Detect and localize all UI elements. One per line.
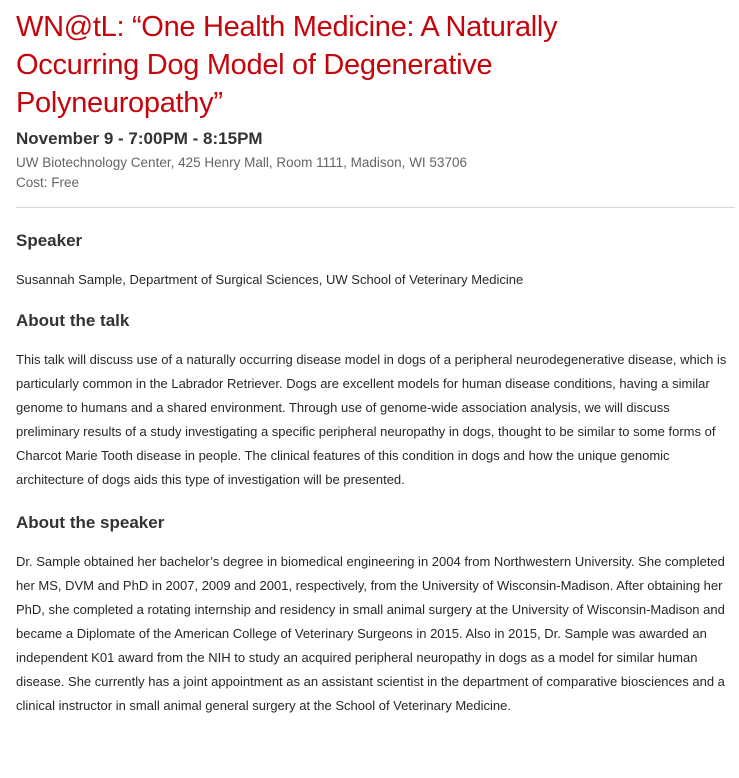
speaker-text: Susannah Sample, Department of Surgical Sciences, UW School of Veterinary Medicine xyxy=(16,272,524,287)
about-speaker-heading: About the speaker xyxy=(16,513,165,532)
speaker-heading: Speaker xyxy=(16,231,83,250)
section-divider xyxy=(16,207,735,208)
event-datetime: November 9 - 7:00PM - 8:15PM xyxy=(16,129,263,148)
about-talk-text: This talk will discuss use of a naturally occurring disease model in dogs of a peripheral neurodegenerative disease, which is particularly common in the Labrador Retriever. Dogs are excellent models for human disease conditions, having a similar genome to humans and a shared environment. Through use of genome-wide association analysis, we will discuss preliminary results of a study investigating a specific peripheral neuropathy in dogs, thought to be similar to some forms of Charcot Marie Tooth disease in people. The clinical features of this condition in dogs and how the unique genomic architecture of dogs aids this type of investigation will be presented. xyxy=(16,352,727,487)
event-title: WN@tL: “One Health Medicine: A Naturally Occurring Dog Model of Degenerative Polyneuropathy” xyxy=(16,11,558,119)
about-talk-heading: About the talk xyxy=(16,311,130,330)
event-cost: Cost: Free xyxy=(16,175,80,190)
event-location: UW Biotechnology Center, 425 Henry Mall, Room 1111, Madison, WI 53706 xyxy=(16,155,467,170)
about-speaker-text: Dr. Sample obtained her bachelor’s degree in biomedical engineering in 2004 from Northwestern University. She completed her MS, DVM and PhD in 2007, 2009 and 2001, respectively, from the University of Wisconsin-Madison. After obtaining her PhD, she completed a rotating internship and residency in small animal surgery at the University of Wisconsin-Madison and became a Diplomate of the American College of Veterinary Surgeons in 2015. Also in 2015, Dr. Sample was awarded an independent K01 award from the NIH to study an acquired peripheral neuropathy in dogs as a model for similar human disease. She currently has a joint appointment as an assistant scientist in the department of comparative biosciences and a clinical instructor in small animal general surgery at the School of Veterinary Medicine. xyxy=(16,554,725,713)
